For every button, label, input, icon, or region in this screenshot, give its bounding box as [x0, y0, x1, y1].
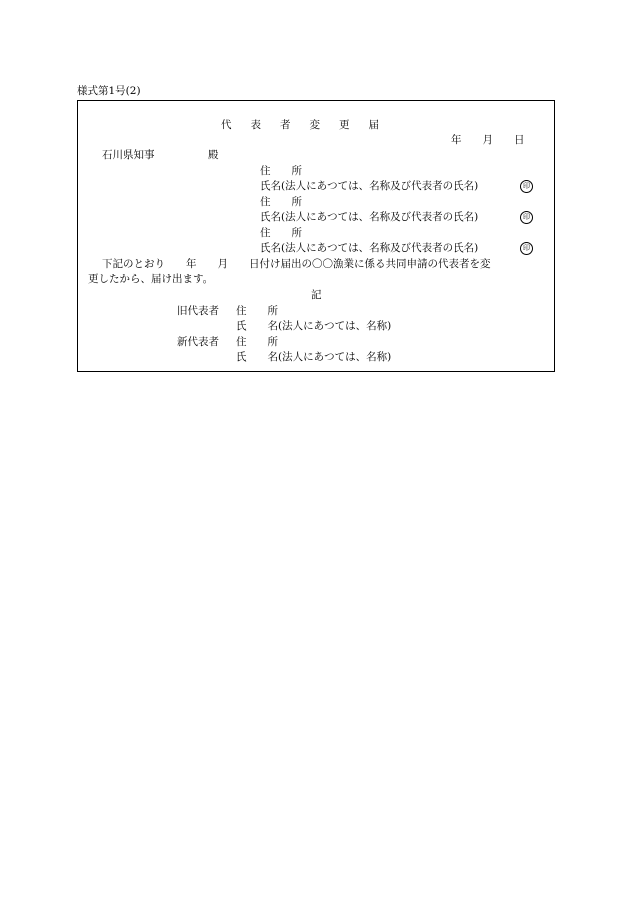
seal-mark: 印 — [520, 211, 533, 224]
old-rep-label: 旧代表者 — [177, 305, 219, 317]
old-rep-address-label: 住 所 — [236, 305, 278, 317]
applicant-2-address-label: 住 所 — [260, 196, 302, 208]
applicant-1-name-label: 氏名(法人にあつては、名称及び代表者の氏名) — [260, 180, 479, 192]
new-rep-name-label: 氏 名(法人にあつては、名称) — [236, 351, 392, 363]
form-title: 代表者変更届 — [221, 119, 398, 131]
form-number: 様式第1号(2) — [77, 85, 141, 97]
applicant-3-name-label: 氏名(法人にあつては、名称及び代表者の氏名) — [260, 242, 479, 254]
new-rep-label: 新代表者 — [177, 336, 219, 348]
addressee: 石川県知事 — [102, 149, 155, 161]
new-rep-address-label: 住 所 — [236, 336, 278, 348]
applicant-2-name-label: 氏名(法人にあつては、名称及び代表者の氏名) — [260, 211, 479, 223]
applicant-3-address-label: 住 所 — [260, 227, 302, 239]
ki-heading: 記 — [311, 289, 322, 301]
applicant-1-address-label: 住 所 — [260, 165, 302, 177]
body-line-2: 更したから、届け出ます。 — [88, 273, 214, 285]
old-rep-name-label: 氏 名(法人にあつては、名称) — [236, 320, 392, 332]
date-line: 年 月 日 — [451, 134, 525, 146]
seal-mark: 印 — [520, 180, 533, 193]
seal-mark: 印 — [520, 242, 533, 255]
body-line-1: 下記のとおり 年 月 日付け届出の〇〇漁業に係る共同申請の代表者を変 — [102, 258, 491, 270]
honorific: 殿 — [208, 149, 219, 161]
